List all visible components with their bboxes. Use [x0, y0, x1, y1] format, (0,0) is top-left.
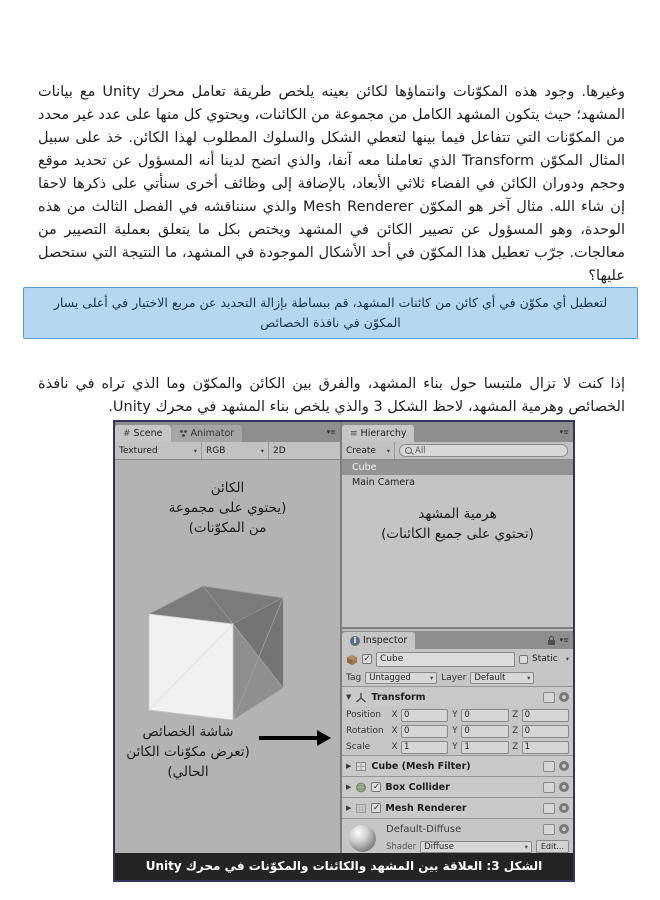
- box-collider-checkbox[interactable]: ✓: [372, 782, 380, 792]
- annotation-hierarchy-line: هرمية المشهد: [418, 506, 497, 522]
- mesh-renderer-component-header[interactable]: [342, 797, 573, 818]
- transform-component-header[interactable]: [342, 686, 573, 707]
- tab-inspector[interactable]: [342, 632, 415, 649]
- gear-icon[interactable]: [559, 782, 569, 792]
- foldout-closed-icon[interactable]: ▶: [346, 783, 352, 791]
- chevron-down-icon: ▾: [260, 446, 264, 455]
- rotation-x-field[interactable]: 0: [401, 725, 448, 738]
- gear-icon[interactable]: [559, 824, 569, 834]
- scene-viewport[interactable]: [115, 460, 340, 853]
- transform-position-row: [342, 707, 573, 723]
- chevron-down-icon: ▾: [386, 446, 390, 455]
- scene-grid-icon: #: [123, 428, 131, 439]
- scene-panel: [115, 422, 342, 853]
- inspector-corner: [544, 636, 573, 645]
- annotation-inspector-line: الحالي): [167, 764, 209, 780]
- axis-y-label: Y: [452, 710, 458, 720]
- box-collider-title: Box Collider: [385, 781, 450, 793]
- arrow-to-inspector: [259, 736, 317, 740]
- material-name: Default-Diffuse: [386, 824, 462, 835]
- position-z-field[interactable]: 0: [522, 709, 569, 722]
- scale-y-field[interactable]: 1: [461, 741, 508, 754]
- transform-title: Transform: [371, 691, 426, 703]
- gear-icon[interactable]: [559, 803, 569, 813]
- chevron-down-icon: ▾: [429, 673, 434, 682]
- mesh-renderer-title: Mesh Renderer: [385, 802, 467, 814]
- scene-tabbar: [115, 422, 340, 442]
- cube-3d-render: [141, 568, 291, 726]
- toggle-2d-label: 2D: [273, 445, 286, 456]
- lock-icon[interactable]: [548, 640, 555, 645]
- axis-x-label: X: [391, 710, 398, 720]
- search-filter-label: All: [415, 445, 426, 456]
- chevron-down-icon: ▾: [193, 446, 197, 455]
- chevron-down-icon: ▾: [524, 842, 528, 851]
- foldout-open-icon[interactable]: ▼: [346, 693, 352, 701]
- axis-x-label: X: [391, 726, 398, 736]
- help-icon[interactable]: [543, 761, 555, 772]
- tab-scene[interactable]: [115, 425, 171, 442]
- position-x-field[interactable]: 0: [401, 709, 448, 722]
- tag-value: Untagged: [369, 672, 411, 683]
- inspector-panel: [342, 631, 573, 853]
- toggle-2d-button[interactable]: [269, 442, 290, 459]
- hierarchy-toolbar: [342, 442, 573, 460]
- hierarchy-panel: [342, 422, 573, 629]
- tab-scene-label: Scene: [133, 428, 163, 439]
- figure-unity-editor: [113, 420, 575, 882]
- inspector-tabbar: [342, 631, 573, 649]
- axis-z-label: Z: [512, 710, 519, 720]
- box-collider-component-header[interactable]: [342, 776, 573, 797]
- gear-icon[interactable]: [559, 761, 569, 771]
- rotation-z-field[interactable]: 0: [522, 725, 569, 738]
- mesh-renderer-checkbox[interactable]: ✓: [372, 803, 380, 813]
- shader-row: [386, 840, 569, 853]
- box-collider-icon: [355, 782, 367, 793]
- help-icon[interactable]: [543, 824, 555, 835]
- transform-rotation-row: [342, 723, 573, 739]
- static-checkbox[interactable]: [519, 655, 528, 664]
- figure-caption: الشكل 3: العلاقة بين المشهد والكائنات والمكوّنات في محرك Unity: [115, 853, 573, 880]
- annotation-inspector-line: شاشة الخصائص: [142, 724, 234, 740]
- scene-toolbar: [115, 442, 340, 460]
- annotation-hierarchy: [342, 504, 573, 544]
- hierarchy-tabbar: [342, 422, 573, 442]
- foldout-closed-icon[interactable]: ▶: [346, 762, 352, 770]
- tag-dropdown[interactable]: [365, 672, 437, 684]
- tip-note-box: لتعطيل أي مكوّن في أي كائن من كائنات المشهد، قم ببساطة بإزالة التحديد عن مربع الاختيار في أعلى يسار المكوّن في نافذة الخصائص: [23, 287, 638, 339]
- header-icons: [543, 761, 569, 772]
- tab-inspector-label: Inspector: [363, 635, 408, 646]
- paragraph-intro: وغيرها. وجود هذه المكوّنات وانتماؤها لكائن بعينه يلخص طريقة تعامل محرك Unity مع بيانات المشهد؛ حيث يتكون المشهد الكامل من مجموعة من الكائنات، ويحتوي كل منها على عدد غير محدد من المكوّنات التي تتفاعل فيما بينها لتعطي الشكل والسلوك المطلوب لهذا الكائن. خذ على سبيل المثال المكوّن Transform الذي تعاملنا معه آنفا، والذي اتضح لدينا أنه المسؤول عن تحديد موقع وحجم ودوران الكائن في الفضاء ثلاثي الأبعاد، بالإضافة إلى وظائف أخرى سنأتي على ذكرها لاحقا إن شاء الله. مثال آخر هو المكوّن Mesh Renderer والذي سنناقشه في الفصل الثالث من هذه الوحدة، وهو المسؤول عن تصيير الكائن في المشهد ويختص بكل ما يتعلق بعملية التصيير من معالجات. جرّب تعطيل هذا المكوّن في أحد الأشكال الموجودة في المشهد، ما النتيجة التي ستحصل عليها؟: [38, 83, 625, 284]
- mesh-renderer-icon: [355, 803, 367, 814]
- static-label: Static: [532, 654, 558, 664]
- chevron-down-icon[interactable]: ▾: [565, 655, 569, 663]
- right-column: [342, 422, 573, 853]
- transform-scale-row: [342, 739, 573, 755]
- tag-label: Tag: [346, 672, 362, 683]
- help-icon[interactable]: [543, 803, 555, 814]
- cube-icon: [346, 654, 358, 665]
- transform-tool-icon: [355, 692, 367, 703]
- panel-menu-icon[interactable]: ▾≡: [559, 428, 569, 436]
- header-icons: [543, 782, 569, 793]
- scale-z-field[interactable]: 1: [522, 741, 569, 754]
- material-sphere-preview: [349, 825, 376, 852]
- animator-icon: [179, 429, 188, 438]
- axis-z-label: Z: [512, 726, 519, 736]
- edit-button[interactable]: Edit...: [536, 840, 569, 853]
- panel-menu-icon[interactable]: ▾≡: [559, 636, 569, 644]
- info-icon: i: [350, 636, 360, 646]
- position-y-field[interactable]: 0: [461, 709, 508, 722]
- annotation-hierarchy-line: (تحتوي على جميع الكائنات): [381, 526, 534, 542]
- layer-label: Layer: [441, 672, 467, 683]
- annotation-inspector-line: (تعرض مكوّنات الكائن: [126, 744, 250, 760]
- header-icons: [543, 824, 569, 835]
- scale-x-field[interactable]: 1: [401, 741, 448, 754]
- layer-dropdown[interactable]: [470, 672, 534, 684]
- tab-hierarchy[interactable]: [342, 425, 414, 442]
- annotation-inspector: [117, 722, 259, 782]
- draw-mode-value: Textured: [119, 445, 158, 456]
- header-icons: [543, 803, 569, 814]
- position-label: Position: [346, 710, 382, 720]
- shader-value: Diffuse: [424, 841, 454, 852]
- search-icon: [405, 447, 412, 454]
- shader-label: Shader: [386, 841, 417, 852]
- axis-z-label: Z: [512, 742, 519, 752]
- annotation-object-line: من المكوّنات): [188, 520, 267, 536]
- help-icon[interactable]: [543, 692, 555, 703]
- annotation-object: [115, 460, 340, 538]
- axis-y-label: Y: [452, 726, 458, 736]
- chevron-down-icon: ▾: [527, 673, 531, 682]
- mesh-filter-component-header[interactable]: [342, 755, 573, 776]
- annotation-object-line: (يحتوي على مجموعة: [168, 500, 287, 516]
- create-button-label: Create: [346, 445, 376, 456]
- name-field[interactable]: Cube: [376, 652, 515, 667]
- axis-x-label: X: [391, 742, 398, 752]
- axis-y-label: Y: [452, 742, 458, 752]
- tab-animator-label: Animator: [190, 428, 235, 439]
- annotation-object-line: الكائن: [210, 480, 245, 496]
- gear-icon[interactable]: [559, 692, 569, 702]
- header-icons: [543, 692, 569, 703]
- draw-mode-dropdown[interactable]: [115, 442, 202, 459]
- render-mode-value: RGB: [206, 445, 226, 456]
- hierarchy-list-icon: ≡: [350, 428, 358, 439]
- foldout-closed-icon[interactable]: ▶: [346, 804, 352, 812]
- search-input[interactable]: [399, 444, 568, 457]
- help-icon[interactable]: [543, 782, 555, 793]
- scale-label: Scale: [346, 742, 371, 752]
- mesh-filter-title: Cube (Mesh Filter): [371, 760, 471, 772]
- hierarchy-item-main-camera[interactable]: Main Camera: [352, 477, 415, 488]
- render-mode-dropdown[interactable]: [202, 442, 269, 459]
- rotation-label: Rotation: [346, 726, 384, 736]
- gameobject-name-row: [342, 649, 573, 669]
- tag-layer-row: [342, 669, 573, 686]
- paragraph-figure-ref: إذا كنت لا تزال ملتبسا حول بناء المشهد، والفرق بين الكائن والمكوّن وما الذي تراه في نافذة الخصائص وهرمية المشهد، لاحظ الشكل 3 والذي يلخص بناء المشهد في محرك Unity.: [38, 375, 625, 415]
- mesh-filter-icon: [355, 761, 367, 772]
- tab-animator[interactable]: [171, 425, 243, 442]
- panel-menu-icon[interactable]: ▾≡: [326, 428, 336, 436]
- active-checkbox[interactable]: ✓: [363, 654, 371, 664]
- hierarchy-item-cube[interactable]: Cube: [342, 460, 573, 475]
- layer-value: Default: [474, 672, 506, 683]
- tab-hierarchy-label: Hierarchy: [360, 428, 407, 439]
- create-button[interactable]: [342, 442, 395, 459]
- shader-dropdown[interactable]: [420, 841, 532, 853]
- rotation-y-field[interactable]: 0: [461, 725, 508, 738]
